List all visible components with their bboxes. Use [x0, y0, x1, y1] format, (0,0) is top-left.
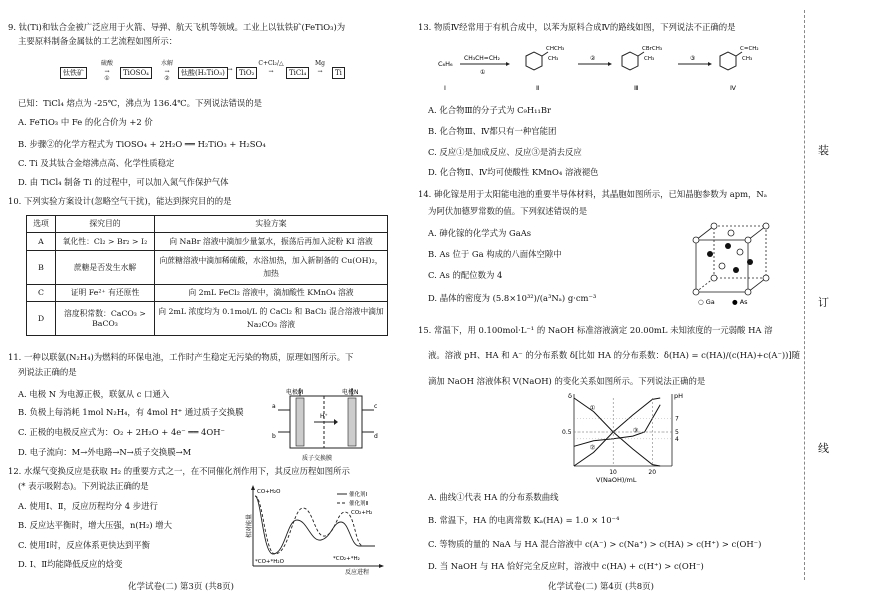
chart-curve-label: ③ [632, 426, 639, 435]
scheme-iv-sub: C=CH₂ [740, 46, 759, 52]
scheme-compound-1: Ⅰ [444, 84, 446, 92]
q9-option-c: C. Ti 及其钛合金熔沸点高、化学性质稳定 [18, 158, 175, 168]
table-cell: 向 2mL 浓度均为 0.1mol/L 的 CaCl₂ 和 BaCl₂ 混合溶液中滴加 Na₂CO₃ 溶液 [155, 302, 388, 336]
scheme-compound-4: Ⅳ [730, 84, 736, 92]
scheme-compound-2: Ⅱ [536, 84, 540, 92]
binding-char-3: 线 [818, 442, 829, 455]
label-d: d [374, 433, 378, 440]
flow-box-6: Ti [332, 67, 345, 79]
table-header-row [27, 216, 388, 233]
label-electrode-n: 电极N [342, 389, 359, 396]
flow-arrow-1: 硫酸 → ① [100, 60, 113, 82]
table-header-cell: 探究目的 [56, 216, 155, 233]
flow-arrow-5: Mg → [315, 60, 325, 75]
legend-catalyst-2: 催化剂Ⅱ [349, 501, 369, 507]
q13-option-a: A. 化合物Ⅲ的分子式为 C₉H₁₁Br [428, 105, 552, 115]
table-header-cell: 实验方案 [155, 216, 388, 233]
q12-option-b: B. 反应达平衡时，增大压强，n(H₂) 增大 [18, 520, 172, 530]
q15-stem-line2: 液。溶液 pH、HA 和 A⁻ 的分布系数 δ[比如 HA 的分布系数：δ(HA) = c(HA)/(c(HA)+c(A⁻))]随 [428, 350, 801, 360]
flow-box-3: 钛酸(H₂TiO₃) [178, 67, 228, 79]
table-cell: 蔗糖是否发生水解 [56, 251, 155, 285]
chart-left-tick-label: 0.5 [562, 429, 572, 436]
chart-x-tick-label: 20 [648, 469, 657, 476]
q15-option-a: A. 曲线①代表 HA 的分布系数曲线 [428, 492, 559, 502]
binding-line [804, 10, 805, 580]
label-a: a [272, 403, 276, 410]
q9-option-d: D. 由 TiCl₄ 制备 Ti 的过程中，可以加入氮气作保护气体 [18, 177, 229, 187]
table-cell: C [27, 285, 56, 302]
scheme-step-3: ③ [690, 55, 696, 62]
q13-option-b: B. 化合物Ⅲ、Ⅳ都只有一种官能团 [428, 126, 557, 136]
chart-x-tick-label: 10 [609, 469, 617, 476]
q13-option-c: C. 反应①是加成反应、反应③是消去反应 [428, 147, 582, 157]
energy-x-label: 反应进程 [345, 569, 370, 576]
q11-option-b: B. 负极上每消耗 1mol N₂H₄，有 4mol H⁺ 通过质子交换膜 [18, 407, 244, 417]
q11-stem-line2: 列说法正确的是 [18, 367, 77, 377]
scheme-step-1: ① [480, 69, 486, 76]
q13-stem: 13. 物质Ⅳ经常用于有机合成中，以苯为原料合成Ⅳ的路线如图，下列说法不正确的是 [418, 22, 736, 32]
flow-box-1: 钛铁矿 [60, 67, 87, 79]
binding-char-2: 订 [818, 296, 829, 309]
flow-arrow-2: 水解 → ② [160, 60, 173, 82]
q12-energy-diagram [233, 484, 393, 576]
footer-page-3: 化学试卷(二) 第3页 (共8页) [128, 582, 234, 592]
legend-catalyst-1: 催化剂Ⅰ [349, 492, 368, 498]
scheme-step-2: ② [590, 55, 596, 62]
table-row [27, 285, 388, 302]
q11-cell-diagram [270, 386, 380, 464]
q14-option-b: B. As 位于 Ga 构成的八面体空隙中 [428, 249, 562, 259]
q15-stem-line1: 15. 常温下，用 0.100mol·L⁻¹ 的 NaOH 标准溶液滴定 20.00mL 未知浓度的一元弱酸 HA 溶 [418, 325, 773, 335]
table-cell: B [27, 251, 56, 285]
flow-box-2: TiOSO₄ [120, 67, 152, 79]
q12-option-d: D. Ⅰ、Ⅱ均能降低反应的焓变 [18, 559, 123, 569]
q13-option-d: D. 化合物Ⅱ、Ⅳ均可使酸性 KMnO₄ 溶液褪色 [428, 167, 599, 177]
q14-stem-line2: 为阿伏加德罗常数的值。下列叙述错误的是 [428, 206, 588, 216]
legend-as: ● As [732, 298, 748, 306]
table-cell: 向 2mL FeCl₂ 溶液中，滴加酸性 KMnO₄ 溶液 [155, 285, 388, 302]
label-co-h2o: CO+H₂O [257, 489, 281, 495]
q12-stem-line1: 12. 水煤气变换反应是获取 H₂ 的重要方式之一，在不同催化剂作用下，其反应历程如图所示 [8, 466, 350, 476]
q15-option-d: D. 当 NaOH 与 HA 恰好完全反应时，溶液中 c(HA) + c(H⁺) > c(OH⁻) [428, 561, 704, 571]
q11-option-a: A. 电极 N 为电源正极，联氨从 c 口通入 [18, 389, 170, 399]
scheme-ii-sub: CHCH₃ [546, 46, 565, 52]
scheme-iv-sub2: CH₃ [742, 56, 753, 62]
chart-curve-label: ② [589, 443, 596, 452]
scheme-ii-sub2: CH₃ [548, 56, 559, 62]
q10-stem: 10. 下列实验方案设计(忽略空气干扰)，能达到探究目的的是 [8, 196, 232, 206]
label-c: c [374, 403, 378, 410]
q13-synthesis-scheme [438, 38, 778, 96]
chart-right-tick-label: 7 [675, 415, 679, 423]
chart-right-tick-label: 4 [675, 435, 679, 443]
table-cell: 向 NaBr 溶液中滴加少量氯水，振荡后再加入淀粉 KI 溶液 [155, 233, 388, 251]
q12-stem-line2: (* 表示吸附态)。下列说法正确的是 [18, 481, 149, 491]
table-cell: A [27, 233, 56, 251]
q9-stem-line1: 9. 钛(Ti)和钛合金被广泛应用于火箭、导弹、航天飞机等领域。工业上以钛铁矿(FeTiO₃)为 [8, 22, 346, 32]
binding-char-1: 装 [818, 144, 829, 157]
table-cell: D [27, 302, 56, 336]
q15-option-b: B. 常温下，HA 的电离常数 Kₐ(HA) = 1.0 × 10⁻⁴ [428, 515, 620, 525]
q14-unit-cell [688, 220, 778, 306]
label-b: b [272, 433, 276, 440]
chart-right-axis-label: pH [674, 392, 684, 400]
q9-stem-line2: 主要原料制备金属钛的工艺流程如图所示： [18, 36, 178, 46]
q11-option-d: D. 电子流向：M→外电路→N→质子交换膜→M [18, 447, 192, 457]
chart-right-tick-label: 5 [675, 429, 679, 436]
label-adsorbed-start: *CO+*H₂O [255, 559, 284, 565]
scheme-reagent: CH₃CH=CH₂ [464, 55, 500, 62]
q9-option-b: B. 步骤②的化学方程式为 TiOSO₄ + 2H₂O ══ H₂TiO₃ + H₂SO₄ [18, 139, 266, 149]
q15-titration-chart [554, 392, 704, 484]
q11-stem-line1: 11. 一种以联氨(N₂H₄)为燃料的环保电池，工作时产生稳定无污染的物质，原理如图所示。下 [8, 352, 354, 362]
q14-stem-line1: 14. 砷化镓是用于太阳能电池的重要半导体材料，其晶胞如图所示，已知晶胞参数为 apm，Nₐ [418, 189, 767, 199]
table-cell: 证明 Fe²⁺ 有还原性 [56, 285, 155, 302]
table-row [27, 251, 388, 285]
table-row [27, 233, 388, 251]
q9-option-a: A. FeTiO₃ 中 Fe 的化合价为 +2 价 [18, 117, 153, 127]
table-row [27, 302, 388, 336]
scheme-compound-3: Ⅲ [634, 84, 639, 92]
scheme-iii-sub2: CH₃ [644, 56, 655, 62]
label-electrode-m: 电极M [286, 389, 304, 396]
scheme-iii-sub: CBrCH₃ [642, 46, 663, 52]
chart-series-line-3 [574, 405, 660, 447]
q15-option-c: C. 等物质的量的 NaA 与 HA 混合溶液中 c(A⁻) > c(Na⁺) > c(HA) > c(H⁺) > c(OH⁻) [428, 539, 762, 549]
legend-ga: ○ Ga [698, 298, 715, 306]
q14-option-a: A. 砷化镓的化学式为 GaAs [428, 228, 532, 238]
label-adsorbed-end: *CO₂+*H₂ [333, 556, 360, 562]
energy-y-label: 相对能量 [246, 513, 253, 538]
q12-option-a: A. 使用Ⅰ、Ⅱ，反应历程均分 4 步进行 [18, 501, 158, 511]
q14-option-c: C. As 的配位数为 4 [428, 270, 503, 280]
q14-option-d: D. 晶体的密度为 (5.8×10³²)/(a³Nₐ) g·cm⁻³ [428, 293, 597, 303]
chart-curve-label: ① [589, 404, 596, 413]
q10-table [26, 215, 388, 336]
flow-box-4: TiO₂ [236, 67, 257, 79]
flow-arrow-3: → [227, 66, 233, 73]
q11-option-c: C. 正极的电极反应式为：O₂ + 2H₂O + 4e⁻ ══ 4OH⁻ [18, 427, 225, 437]
flow-box-5: TiCl₄ [286, 67, 309, 79]
flow-arrow-4: C+Cl₂/△ → [258, 60, 284, 75]
label-h-plus: H⁺ [320, 413, 328, 420]
label-membrane: 质子交换膜 [302, 455, 333, 462]
table-cell: 溶度积常数：CaCO₃ > BaCO₃ [56, 302, 155, 336]
table-cell: 向蔗糖溶液中滴加稀硫酸，水浴加热，加入新制备的 Cu(OH)₂，加热 [155, 251, 388, 285]
table-header-cell: 选项 [27, 216, 56, 233]
scheme-benzene: C₆H₆ [438, 60, 453, 68]
q9-note: 已知：TiCl₄ 熔点为 -25℃，沸点为 136.4℃。下列说法错误的是 [18, 98, 263, 108]
q12-option-c: C. 使用Ⅰ时，反应体系更快达到平衡 [18, 540, 150, 550]
footer-page-4: 化学试卷(二) 第4页 (共8页) [548, 582, 654, 592]
label-co2-h2: CO₂+H₂ [351, 510, 373, 516]
q15-stem-line3: 滴加 NaOH 溶液体积 V(NaOH) 的变化关系如图所示。下列说法正确的是 [428, 376, 706, 386]
chart-left-axis-label: δ [568, 392, 572, 400]
chart-x-axis-label: V(NaOH)/mL [596, 476, 637, 484]
table-cell: 氧化性：Cl₂ > Br₂ > I₂ [56, 233, 155, 251]
